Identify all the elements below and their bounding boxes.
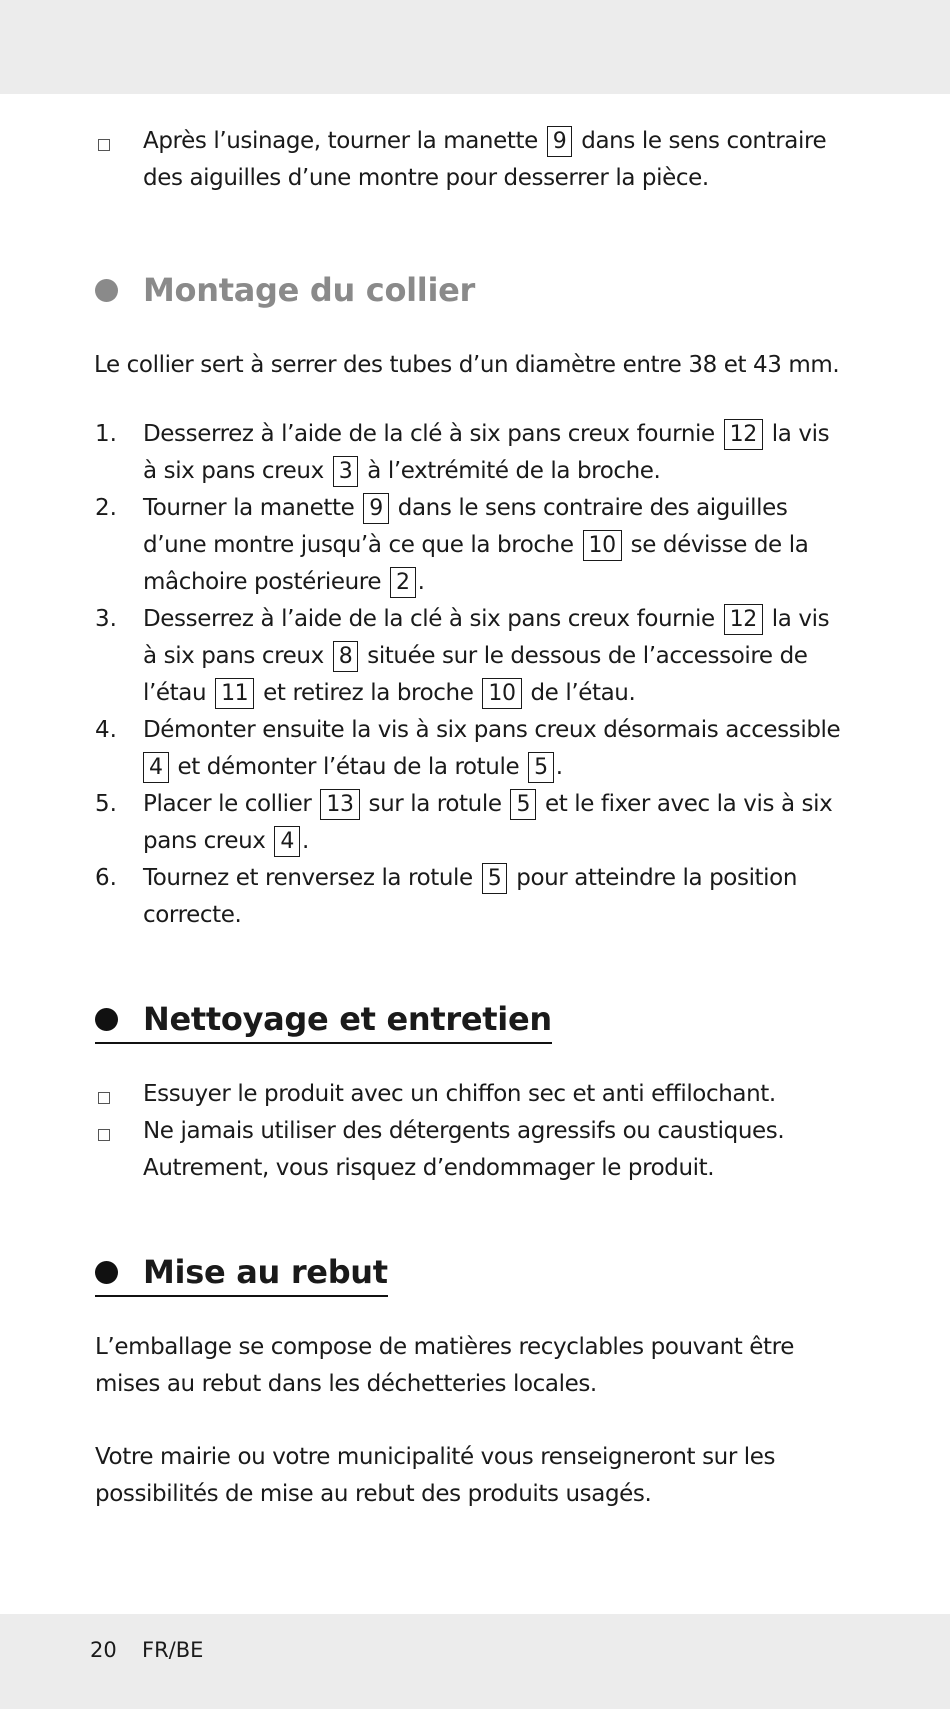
step-number: 4. xyxy=(95,717,117,743)
text-line: Votre mairie ou votre municipalité vous renseigneront sur les xyxy=(95,1444,776,1470)
text-line: correcte. xyxy=(143,902,242,928)
text-line: possibilités de mise au rebut des produits usagés. xyxy=(95,1481,652,1507)
section-heading-rebut xyxy=(95,1251,388,1297)
section-heading-nettoyage xyxy=(95,998,552,1044)
text-line: Essuyer le produit avec un chiffon sec et anti effilochant. xyxy=(143,1081,776,1107)
part-reference: 12 xyxy=(724,604,763,635)
section-title: Nettoyage et entretien xyxy=(143,1000,552,1038)
part-reference: 10 xyxy=(482,678,521,709)
step-number: 6. xyxy=(95,865,117,891)
step-number: 5. xyxy=(95,791,117,817)
list-item-text xyxy=(143,123,855,197)
part-reference: 11 xyxy=(215,678,254,709)
list-item xyxy=(95,860,855,934)
list-item xyxy=(95,1113,855,1187)
list-item xyxy=(95,1076,855,1113)
text-line: pans creux 4 . xyxy=(143,823,855,860)
list-item xyxy=(95,786,855,860)
text-line: Tournez et renversez la rotule 5 pour atteindre la position xyxy=(143,860,855,897)
text-line: Desserrez à l’aide de la clé à six pans creux fournie 12 la vis xyxy=(143,601,855,638)
text-line: Autrement, vous risquez d’endommager le produit. xyxy=(143,1155,715,1181)
checkbox-bullet-icon xyxy=(95,1076,143,1113)
text-line: d’une montre jusqu’à ce que la broche 10 se dévisse de la xyxy=(143,527,855,564)
bullet-dot-icon xyxy=(95,1008,118,1031)
page-number: 20 xyxy=(90,1638,117,1662)
part-reference: 8 xyxy=(333,641,359,672)
steps-list xyxy=(95,416,855,934)
section-description: Le collier sert à serrer des tubes d’un diamètre entre 38 et 43 mm. xyxy=(94,352,840,378)
list-item xyxy=(95,416,855,490)
section-title: Montage du collier xyxy=(143,271,476,309)
text-line: des aiguilles d’une montre pour desserrer la pièce. xyxy=(143,165,709,191)
part-reference: 5 xyxy=(482,863,508,894)
list-item xyxy=(95,123,855,197)
text-line: Ne jamais utiliser des détergents agressifs ou caustiques. xyxy=(143,1118,785,1144)
text-line: Desserrez à l’aide de la clé à six pans creux fournie 12 la vis xyxy=(143,416,855,453)
part-reference: 10 xyxy=(583,530,622,561)
paragraph xyxy=(95,1329,855,1403)
part-reference: 13 xyxy=(320,789,359,820)
text-line: Placer le collier 13 sur la rotule 5 et le fixer avec la vis à six xyxy=(143,786,855,823)
text-line: Tourner la manette 9 dans le sens contraire des aiguilles xyxy=(143,490,855,527)
list-item xyxy=(95,601,855,712)
text-line: à six pans creux 3 à l’extrémité de la broche. xyxy=(143,453,855,490)
section-title: Mise au rebut xyxy=(143,1253,388,1291)
section-heading-montage xyxy=(95,269,855,311)
part-reference: 9 xyxy=(547,126,573,157)
part-reference: 3 xyxy=(333,456,359,487)
text-line: l’étau 11 et retirez la broche 10 de l’étau. xyxy=(143,675,855,712)
list-item xyxy=(95,490,855,601)
checkbox-bullet-icon xyxy=(95,123,143,160)
step-number: 3. xyxy=(95,606,117,632)
page-content xyxy=(95,123,855,1513)
part-reference: 2 xyxy=(390,567,416,598)
part-reference: 12 xyxy=(724,419,763,450)
part-reference: 4 xyxy=(274,826,300,857)
part-reference: 4 xyxy=(143,752,169,783)
page-header-band xyxy=(0,0,950,94)
text-line: Démonter ensuite la vis à six pans creux désormais accessible xyxy=(143,717,841,743)
checkbox-bullet-icon xyxy=(95,1113,143,1150)
part-reference: 5 xyxy=(510,789,536,820)
page-language-code: FR/BE xyxy=(142,1638,204,1662)
text-line: mâchoire postérieure 2 . xyxy=(143,564,855,601)
text-line: à six pans creux 8 située sur le dessous de l’accessoire de xyxy=(143,638,855,675)
text-line: 4 et démonter l’étau de la rotule 5 . xyxy=(143,749,855,786)
paragraph xyxy=(95,1439,855,1513)
list-item xyxy=(95,712,855,786)
part-reference: 5 xyxy=(528,752,554,783)
text-line: mises au rebut dans les déchetteries locales. xyxy=(95,1371,597,1397)
step-number: 1. xyxy=(95,421,117,447)
step-number: 2. xyxy=(95,495,117,521)
text-line: L’emballage se compose de matières recyclables pouvant être xyxy=(95,1334,794,1360)
bullet-dot-icon xyxy=(95,279,118,302)
text-line: Après l’usinage, tourner la manette 9 dans le sens contraire xyxy=(143,123,855,160)
bullet-dot-icon xyxy=(95,1261,118,1284)
part-reference: 9 xyxy=(363,493,389,524)
